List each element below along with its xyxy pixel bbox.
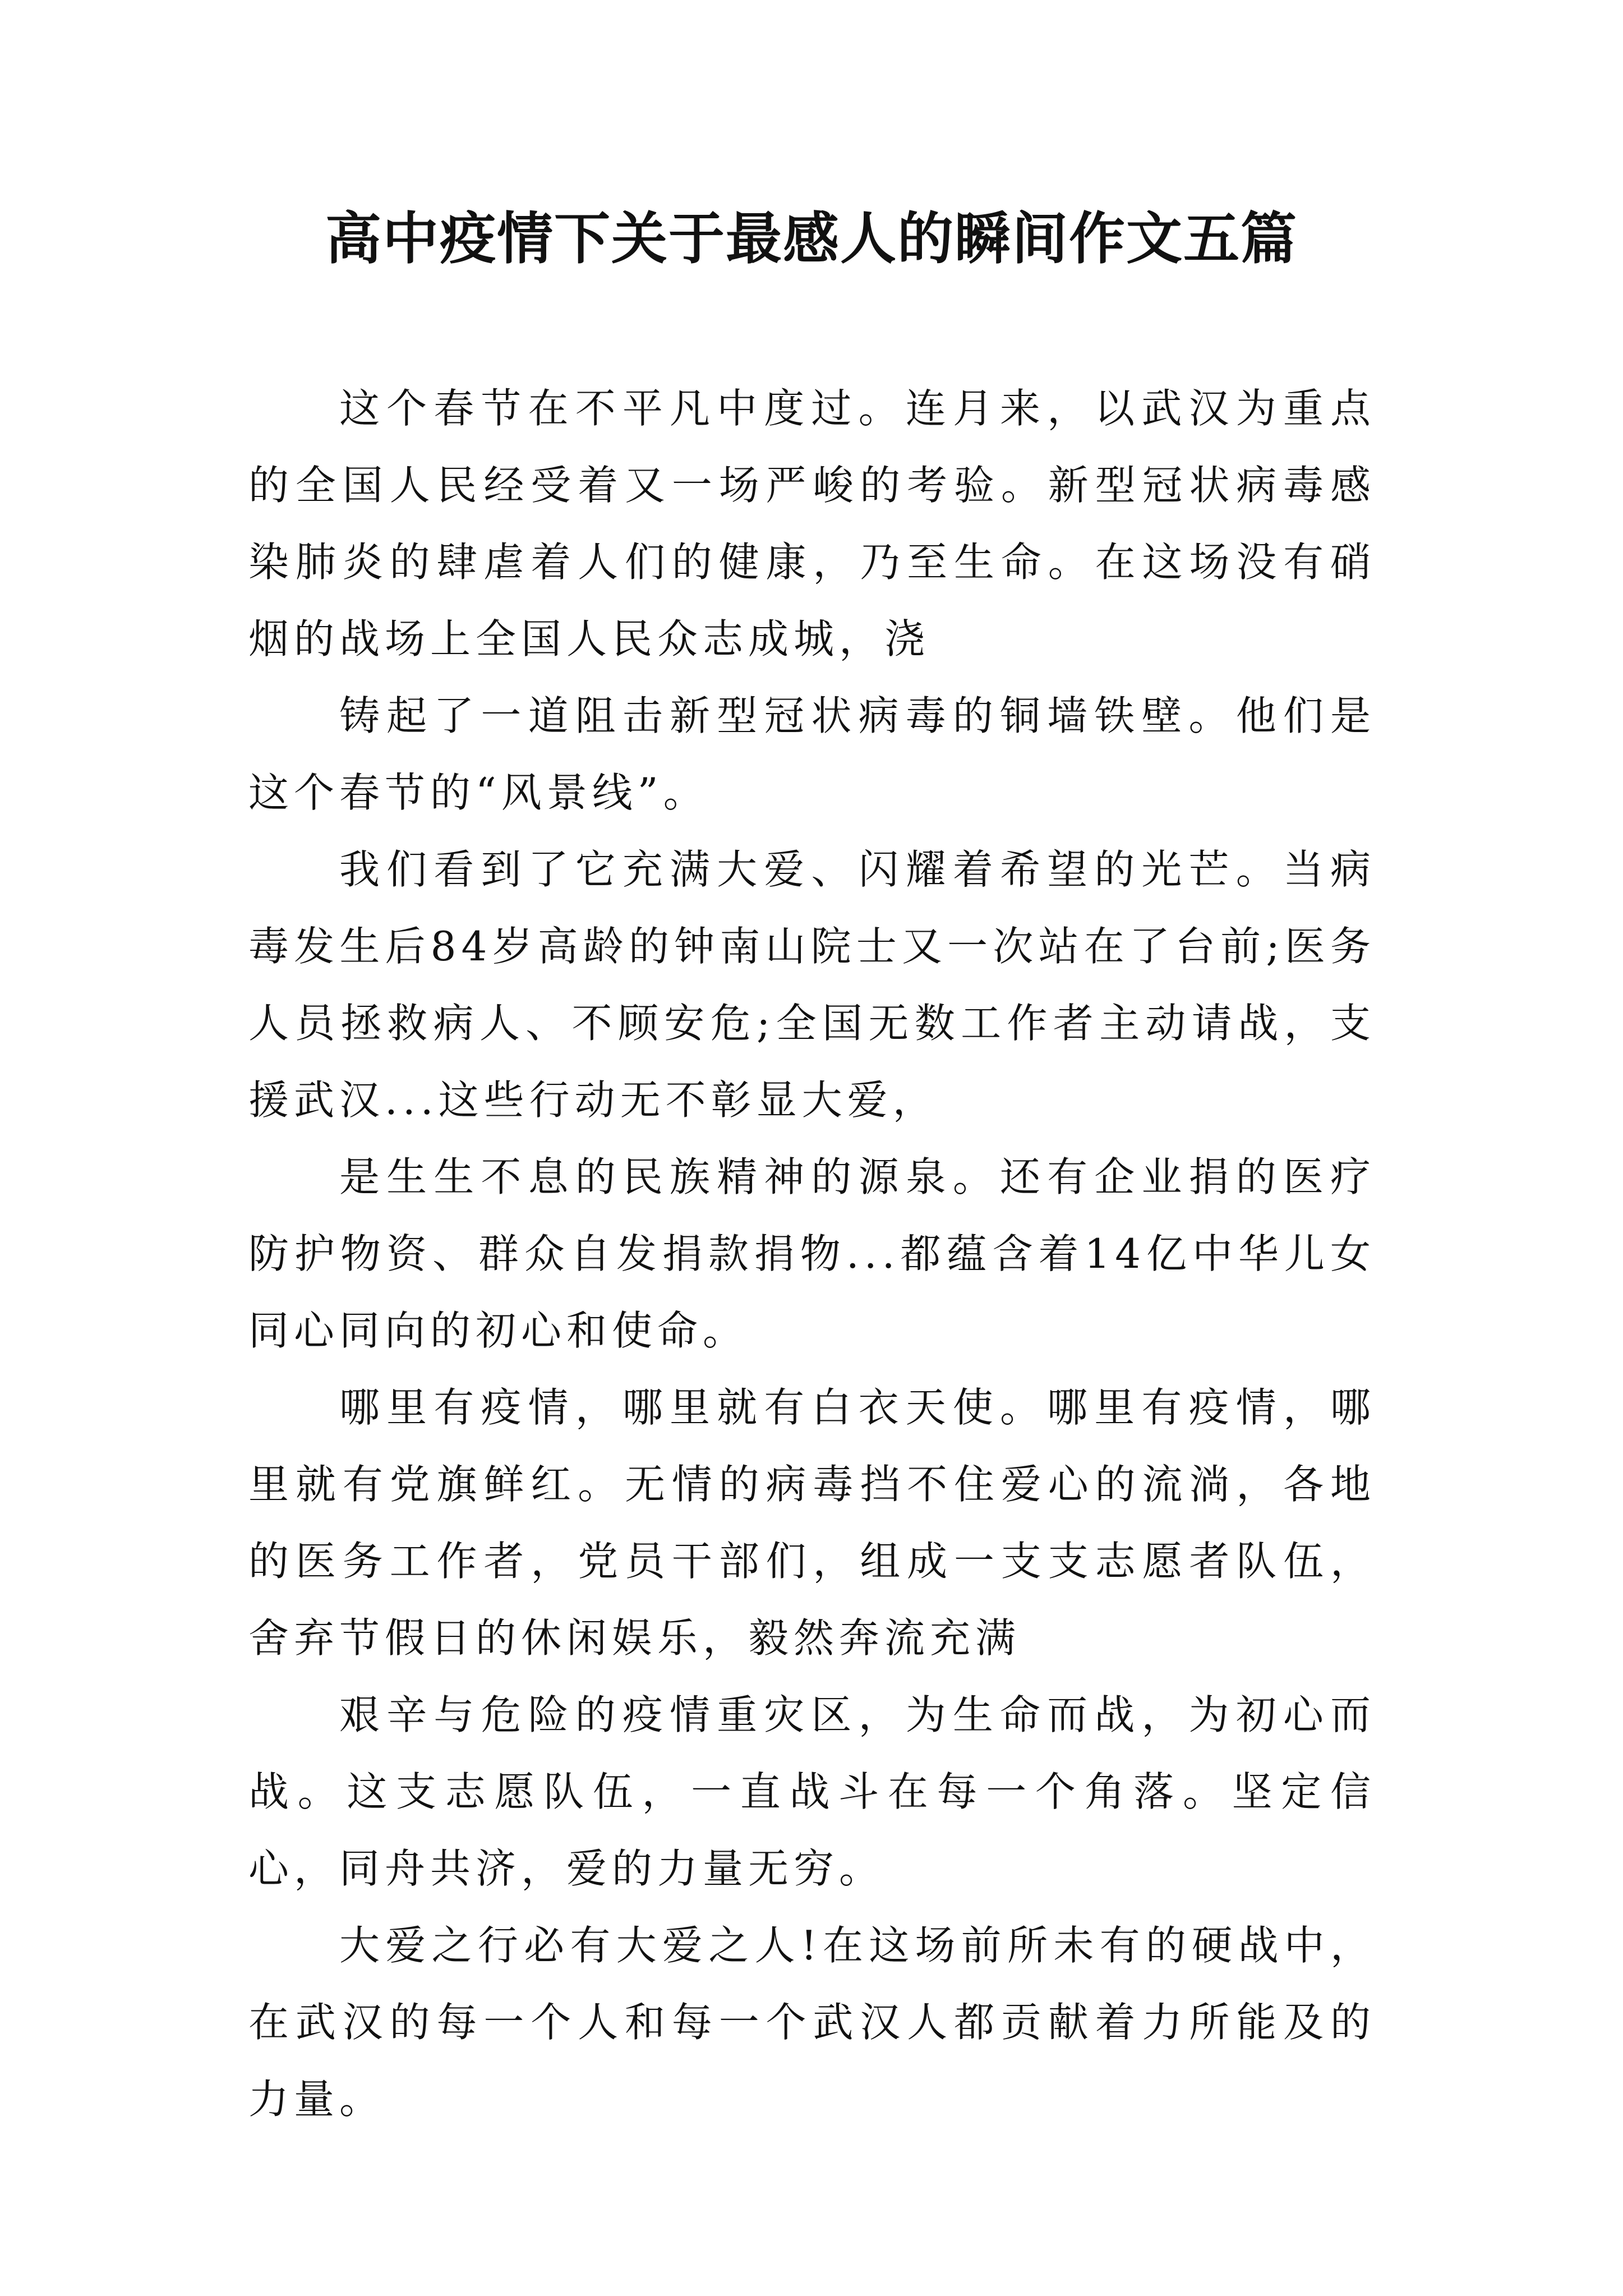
paragraph: 我们看到了它充满大爱、闪耀着希望的光芒。当病毒发生后84岁高龄的钟南山院士又一次站在了台前;医务人员拯救病人、不顾安危;全国无数工作者主动请战，支援武汉...这些行动无不彰显大爱，	[248, 846, 1376, 1124]
document-body	[248, 370, 1376, 2138]
paragraph: 大爱之行必有大爱之人!在这场前所未有的硬战中，在武汉的每一个人和每一个武汉人都贡献着力所能及的力量。	[248, 1922, 1376, 2123]
paragraph: 铸起了一道阻击新型冠状病毒的铜墙铁壁。他们是这个春节的“风景线”。	[248, 692, 1376, 816]
paragraph: 哪里有疫情，哪里就有白衣天使。哪里有疫情，哪里就有党旗鲜红。无情的病毒挡不住爱心的流淌，各地的医务工作者，党员干部们，组成一支支志愿者队伍，舍弃节假日的休闲娱乐，毅然奔流充满	[248, 1384, 1376, 1662]
paragraph: 这个春节在不平凡中度过。连月来，以武汉为重点的全国人民经受着又一场严峻的考验。新型冠状病毒感染肺炎的肆虐着人们的健康，乃至生命。在这场没有硝烟的战场上全国人民众志成城，浇	[248, 385, 1376, 662]
paragraph: 是生生不息的民族精神的源泉。还有企业捐的医疗防护物资、群众自发捐款捐物...都蕴含着14亿中华儿女同心同向的初心和使命。	[248, 1153, 1376, 1354]
paragraph: 艰辛与危险的疫情重灾区，为生命而战，为初心而战。这支志愿队伍，一直战斗在每一个角落。坚定信心，同舟共济，爱的力量无穷。	[248, 1691, 1376, 1892]
document-title: 高中疫情下关于最感人的瞬间作文五篇	[325, 205, 1298, 272]
